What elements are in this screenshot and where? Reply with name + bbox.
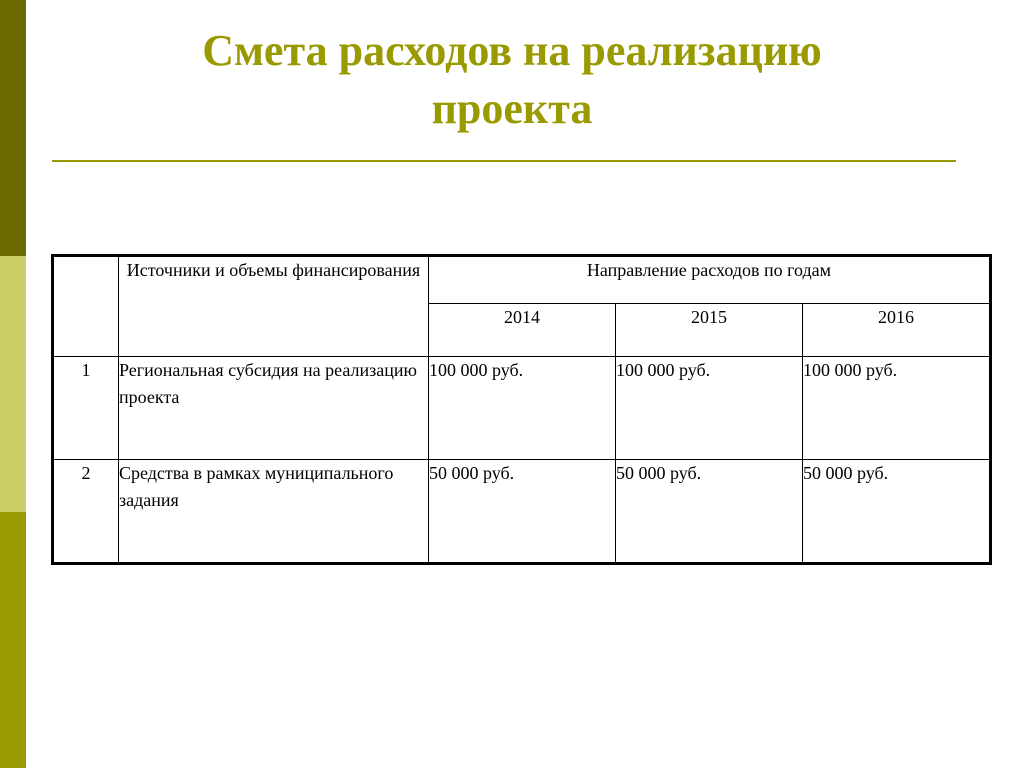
table-row	[53, 460, 991, 564]
header-number-cell	[53, 256, 119, 357]
row-source-cell: Средства в рамках муниципального задания	[119, 460, 429, 564]
header-year-cell: 2016	[803, 304, 991, 357]
slide-title	[60, 22, 964, 138]
side-bar-light	[0, 256, 26, 512]
row-amount-cell: 50 000 руб.	[803, 460, 991, 564]
row-number-cell: 1	[53, 357, 119, 460]
header-direction-cell: Направление расходов по годам	[429, 256, 991, 304]
slide-title-line1: Смета расходов на реализацию	[202, 26, 822, 75]
row-number-cell: 2	[53, 460, 119, 564]
side-bar-dark	[0, 0, 26, 256]
slide-title-line2: проекта	[431, 84, 593, 133]
header-year-cell: 2014	[429, 304, 616, 357]
header-year-cell: 2015	[616, 304, 803, 357]
row-amount-cell: 100 000 руб.	[429, 357, 616, 460]
row-amount-cell: 50 000 руб.	[429, 460, 616, 564]
row-amount-cell: 50 000 руб.	[616, 460, 803, 564]
title-divider	[52, 160, 956, 162]
side-bar-olive	[0, 512, 26, 768]
row-amount-cell: 100 000 руб.	[803, 357, 991, 460]
header-sources-cell: Источники и объемы финансирования	[119, 256, 429, 357]
table-header-row	[53, 256, 991, 304]
row-source-cell: Региональная субсидия на реализацию проекта	[119, 357, 429, 460]
row-amount-cell: 100 000 руб.	[616, 357, 803, 460]
table-row	[53, 357, 991, 460]
budget-table	[51, 254, 992, 565]
